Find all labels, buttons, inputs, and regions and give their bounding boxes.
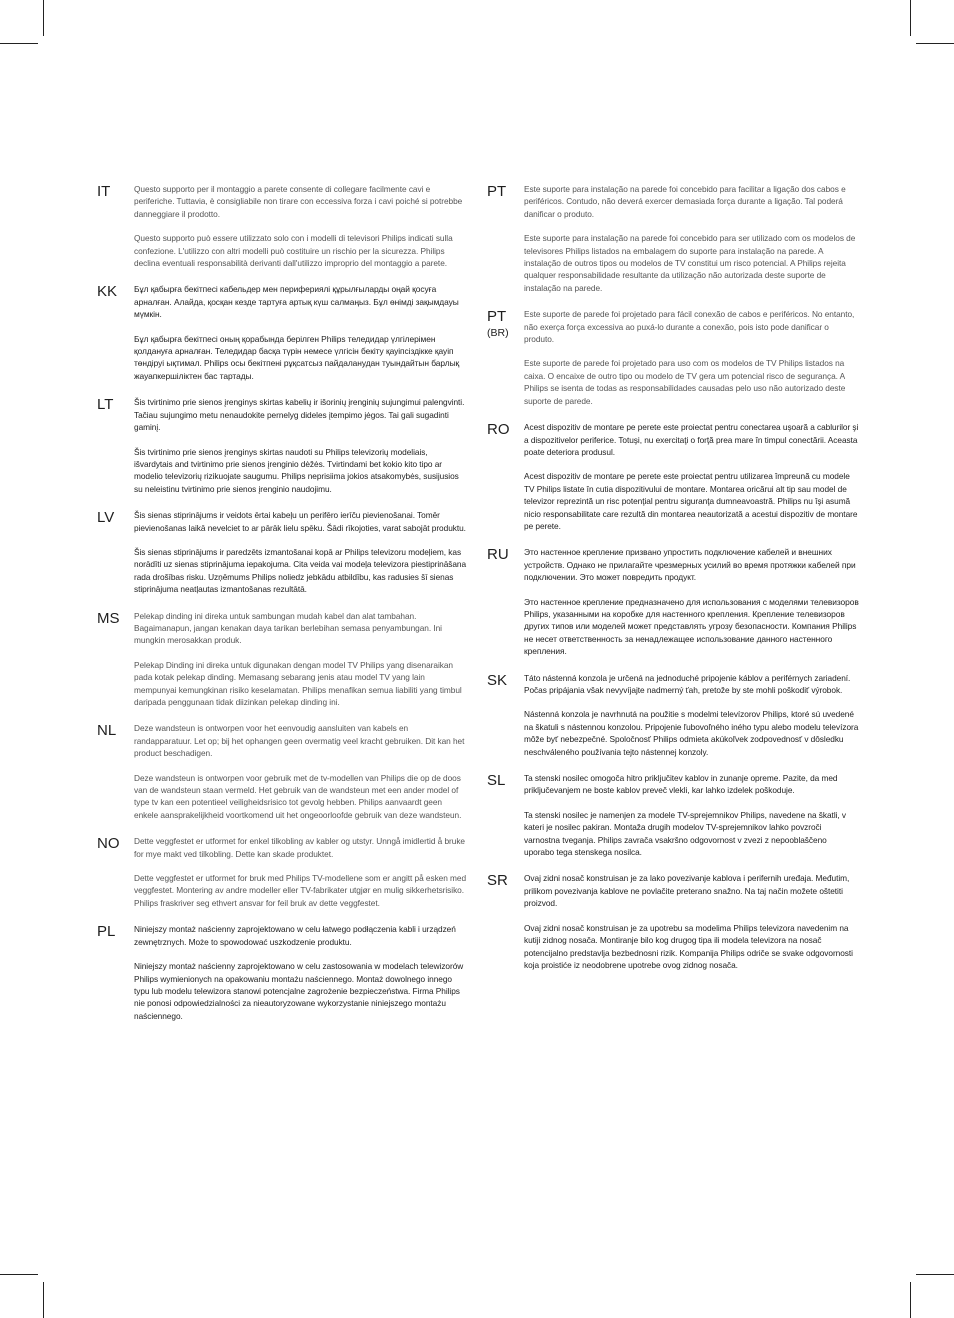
language-section-lv bbox=[97, 509, 467, 595]
language-code-text: SK bbox=[487, 671, 508, 689]
section-body bbox=[524, 872, 859, 971]
paragraph: Šis sienas stiprinājums ir paredzēts izmantošanai kopā ar Philips televizoru modeļiem, kas norādīti uz sienas stiprinājuma iepakojuma. Cita veida vai modeļa televizora piestiprināšana rada drošības risku. Uzņēmums Philips noliedz jebkādu atbildību, kas radusies šī sienas stiprinājuma neatļautas izmantošanas rezultātā. bbox=[134, 546, 467, 595]
language-code bbox=[487, 672, 524, 758]
language-code-text: IT bbox=[97, 183, 111, 200]
language-code-text: SL bbox=[487, 772, 506, 790]
language-code bbox=[487, 421, 524, 532]
language-code-sub: (BR) bbox=[487, 327, 509, 340]
language-code-text: RO bbox=[487, 421, 510, 439]
language-code bbox=[487, 872, 524, 971]
section-body bbox=[134, 509, 467, 595]
language-code-text: PT bbox=[487, 183, 507, 200]
left-column bbox=[97, 183, 467, 1036]
right-column bbox=[487, 183, 859, 985]
paragraph: Šis tvirtinimo prie sienos įrenginys skirtas naudoti su Philips televizorių modeliais, išvardytais and tvirtinimo prie sienos įrenginio dėžės. Tvirtindami bet kokio kito tipo ar modelio televizorių rizikuojate saugumu. Philips neprisiima jokios atsakomybės, susijusios su neleistinu tvirtinimo prie sienos įrenginio naudojimu. bbox=[134, 446, 459, 494]
language-code bbox=[97, 722, 134, 821]
language-code-text: PT bbox=[487, 308, 507, 326]
section-body bbox=[134, 835, 467, 909]
language-code-text: LV bbox=[97, 509, 115, 527]
crop-mark bbox=[916, 1274, 954, 1275]
language-code bbox=[97, 610, 134, 709]
paragraph: Deze wandsteun is ontworpen voor gebruik met de tv-modellen van Philips die op de doos van de wandsteun staan vermeld. Het gebruik van de wandsteun met een ander model of type tv kan een potentieel veiligheidsrisico tot gevolg hebben. Philips aanvaardt geen enkele aansprakelijkheid voortkomend uit het ongeoorloofde gebruik van deze wandsteun. bbox=[134, 772, 462, 820]
paragraph: Deze wandsteun is ontworpen voor het eenvoudig aansluiten van kabels en randapparatuur. Let op; bij het ophangen geen overmatig veel kracht gebruiken. Dit kan het product beschadigen. bbox=[134, 723, 465, 759]
paragraph: Este suporte de parede foi projetado para uso com os modelos de TV Philips listados na caixa. O encaixe de outro tipo ou modelo de TV gera um potencial risco de segurança. A Philips se isenta de todas as responsabilidades causadas pelo uso não autorizado deste suporte de parede. bbox=[524, 358, 846, 406]
paragraph: Dette veggfestet er utformet for enkel tilkobling av kabler og utstyr. Unngå imidlertid å bruke for mye makt ved tilkobling. Dette kan skade produktet. bbox=[134, 836, 465, 859]
crop-mark bbox=[0, 1274, 38, 1275]
paragraph: Nástenná konzola je navrhnutá na použitie s modelmi televízorov Philips, ktoré sú uvedené na škatuli s nástennou konzolou. Pripojenie ľubovoľného iného typu alebo modelu televízora môže byť nebezpečné. Spoločnosť Philips odmieta akúkoľvek zodpovednosť v dôsledku neschváleného používania tejto nástennej konzoly. bbox=[524, 709, 859, 757]
section-body bbox=[524, 772, 859, 858]
section-body bbox=[524, 183, 859, 294]
language-section-ms bbox=[97, 610, 467, 709]
section-body bbox=[134, 396, 467, 495]
language-code bbox=[97, 509, 134, 595]
language-code-text: LT bbox=[97, 396, 114, 414]
language-code-text: RU bbox=[487, 546, 509, 564]
paragraph: Táto nástenná konzola je určená na jednoduché pripojenie káblov a periférnych zariadení. Počas pripájania však nevyvíjajte nadmerný ťah, pretože by ste mohli poškodiť výrobok. bbox=[524, 672, 851, 695]
language-section-ro bbox=[487, 421, 859, 532]
section-body bbox=[524, 421, 859, 532]
language-section-pl bbox=[97, 923, 467, 1022]
crop-mark bbox=[910, 0, 911, 36]
language-code bbox=[97, 183, 134, 269]
paragraph: Ovaj zidni nosač konstruisan je za lako povezivanje kablova i perifernih uređaja. Međutim, prilikom povezivanja kablove ne povlačite preterano snažno. Na taj način možete oštetiti proizvod. bbox=[524, 873, 850, 909]
paragraph: Pelekap Dinding ini direka untuk digunakan dengan model TV Philips yang disenaraikan pada kotak pelekap dinding. Memasang sebarang jenis atau model TV yang lain mempunyai kemungkinan risiko keselamatan. Philips menafikan semua liabiliti yang timbul daripada penggunaan tidak diizinkan pelekap dinding ini. bbox=[134, 659, 462, 707]
section-body bbox=[134, 183, 467, 269]
paragraph: Niniejszy montaż naścienny zaprojektowano w celu zastosowania w modelach telewizorów Philips wymienionych na opakowaniu montażu naściennego. Montaż dowolnego innego typu lub modelu telewizora stanowi potencjalne zagrożenie bezpieczeństwa. Firma Philips nie ponosi odpowiedzialności za nieautoryzowane wykorzystanie niniejszego montażu naściennego. bbox=[134, 961, 464, 1021]
crop-mark bbox=[43, 1282, 44, 1318]
paragraph: Este suporte de parede foi projetado para fácil conexão de cabos e periféricos. No entanto, não exerça força excessiva ao puxá-lo durante a conexão, pois isto pode danificar o produto. bbox=[524, 309, 855, 345]
paragraph: Šis tvirtinimo prie sienos įrenginys skirtas kabelių ir išorinių įrenginių sujungimui palengvinti. Tačiau sujungimo metu nenaudokite pernelyg dideles įtempimo jėgos. Tai gali sugadinti gaminį. bbox=[134, 397, 465, 433]
paragraph: Acest dispozitiv de montare pe perete este proiectat pentru utilizarea împreună cu modele TV Philips listate în cutia dispozitivului de montare. Montarea oricărui alt tip sau model de televizor reprezintă un risc potenţial pentru siguranţa dumneavoastră. Philips nu îşi asumă nicio responsabilitate care rezultă din montarea neautorizată a acestui dispozitiv de montare pe perete. bbox=[524, 471, 858, 531]
paragraph: Questo supporto per il montaggio a parete consente di collegare facilmente cavi e periferiche. Tuttavia, è consigliabile non tirare con eccessiva forza i cavi poiché si potrebbe danneggiare il prodotto. bbox=[134, 184, 463, 219]
language-code bbox=[97, 923, 134, 1022]
paragraph: Бұл қабырға бекітпесі оның қорабында берілген Philips теледидар үлгілерімен қолдануға арналған. Теледидар басқа түрін немесе үлгісін бекіту қауіпсіздікке қауіп төндіруі ықтимал. Philips осы бекітпені рұқсатсыз пайдаланудан туындайтын барлық жауапкершіліктен бас тартады. bbox=[134, 333, 460, 381]
language-section-it bbox=[97, 183, 467, 269]
language-code-text: NL bbox=[97, 722, 117, 740]
paragraph: Ta stenski nosilec omogoča hitro priključitev kablov in zunanje opreme. Pazite, da med priključevanjem ne boste kablov preveč vlekli, kar lahko izdelek poškoduje. bbox=[524, 773, 838, 796]
language-section-ru bbox=[487, 546, 859, 657]
paragraph: Este suporte para instalação na parede foi concebido para ser utilizado com os modelos de televisores Philips listados na embalagem do suporte para instalação na parede. A instalação de outros tipos ou modelos de TV constitui um risco potencial. A Philips rejeita qualquer responsabilidade resultante da utilização não autorizada deste suporte de instalação na parede. bbox=[524, 233, 856, 293]
language-section-nl bbox=[97, 722, 467, 821]
section-body bbox=[134, 283, 467, 382]
language-code bbox=[487, 308, 524, 407]
section-body bbox=[524, 546, 859, 657]
language-code bbox=[97, 835, 134, 909]
section-body bbox=[134, 610, 467, 709]
paragraph: Ta stenski nosilec je namenjen za modele TV-sprejemnikov Philips, navedene na škatli, v kateri je nosilec pakiran. Montaža drugih modelov TV-sprejemnikov lahko povzroči varnostna tveganja. Philips zavrača vsakršno odgovornost v zvezi z nepooblaščeno uporabo tega stenskega nosilca. bbox=[524, 809, 847, 858]
language-code bbox=[97, 396, 134, 495]
language-code-text: NO bbox=[97, 835, 120, 853]
language-section-pt-br bbox=[487, 308, 859, 407]
language-code-text: PL bbox=[97, 923, 116, 941]
crop-mark bbox=[916, 43, 954, 44]
language-section-sr bbox=[487, 872, 859, 971]
language-code bbox=[487, 183, 524, 294]
paragraph: Niniejszy montaż naścienny zaprojektowano w celu łatwego podłączenia kabli i urządzeń zewnętrznych. Może to spowodować uszkodzenie produktu. bbox=[134, 924, 456, 947]
language-section-lt bbox=[97, 396, 467, 495]
language-code bbox=[487, 772, 524, 858]
paragraph: Это настенное крепление призвано упростить подключение кабелей и внешних устройств. Однако не прилагайте чрезмерных усилий во время протяжки кабелей при подключении. Это может повредить продукт. bbox=[524, 547, 856, 583]
section-body bbox=[134, 923, 467, 1022]
language-section-no bbox=[97, 835, 467, 909]
paragraph: Este suporte para instalação na parede foi concebido para facilitar a ligação dos cabos e periféricos. Contudo, não deverá exercer demasiada força durante a ligação. Tal poderá danificar o produto. bbox=[524, 184, 846, 219]
language-section-pt bbox=[487, 183, 859, 294]
crop-mark bbox=[910, 1282, 911, 1318]
paragraph: Acest dispozitiv de montare pe perete este proiectat pentru conectarea uşoară a cablurilor şi a dispozitivelor periferice. Totuşi, nu exercitaţi o forţă prea mare în timpul conectării. Aceasta poate deteriora produsul. bbox=[524, 422, 859, 457]
paragraph: Ovaj zidni nosač konstruisan je za upotrebu sa modelima Philips televizora navedenim na kutiji zidnog nosača. Montiranje bilo kog drugog tipa ili modela televizora na nosač potencijalno predstavlja bezbednosni rizik. Kompanija Philips odriče se svake odgovornosti koja proistiće iz neodobrene upotrebe ovog zidnog nosača. bbox=[524, 922, 853, 970]
section-body bbox=[134, 722, 467, 821]
language-section-sk bbox=[487, 672, 859, 758]
crop-mark bbox=[43, 0, 44, 36]
paragraph: Это настенное крепление предназначено для использования с моделями телевизоров Philips, указанными на коробке для настенного крепления. Крепление телевизоров других типов или моделей может представлять угрозу безопасности. Компания Philips не несет ответственность за ненадлежащее использование данного настенного крепления. bbox=[524, 596, 859, 657]
paragraph: Questo supporto può essere utilizzato solo con i modelli di televisori Philips indicati sulla confezione. L'utilizzo con altri modelli può costituire un rischio per la sicurezza. Philips declina eventuali responsabilità derivanti dall'utilizzo improprio del montaggio a parete. bbox=[134, 233, 453, 269]
language-code-text: MS bbox=[97, 609, 120, 627]
crop-mark bbox=[0, 43, 38, 44]
language-section-kk bbox=[97, 283, 467, 382]
language-code bbox=[487, 546, 524, 657]
language-section-sl bbox=[487, 772, 859, 858]
paragraph: Šis sienas stiprinājums ir veidots ērtai kabeļu un perifēro ierīču pievienošanai. Tomēr pievienošanas laikā nevelciet to ar pārāk lielu spēku. Šādi rīkojoties, varat sabojāt produktu. bbox=[134, 510, 466, 533]
language-code-text: KK bbox=[97, 283, 118, 301]
language-code-text: SR bbox=[487, 872, 508, 890]
language-code bbox=[97, 283, 134, 382]
paragraph: Dette veggfestet er utformet for bruk med Philips TV-modellene som er angitt på esken med veggfestet. Montering av andre modeller eller TV-fabrikater utgjør en mulig sikkerhetsrisiko. Philips fraskriver seg ethvert ansvar for feil bruk av dette veggfestet. bbox=[134, 873, 467, 908]
section-body bbox=[524, 672, 859, 758]
section-body bbox=[524, 308, 859, 407]
paragraph: Pelekap dinding ini direka untuk sambungan mudah kabel dan alat tambahan. Bagaimanapun, jangan kenakan daya tarikan berlebihan semasa penyambungan. Ini mungkin merosakkan produk. bbox=[134, 610, 442, 646]
paragraph: Бұл қабырға бекітпесі кабельдер мен перифериялі құрылғыларды оңай қосуға арналған. Алайда, қосқан кезде тартуға артық күш салмаңыз. Бұл өнімді зақымдауы мүмкін. bbox=[134, 284, 459, 320]
